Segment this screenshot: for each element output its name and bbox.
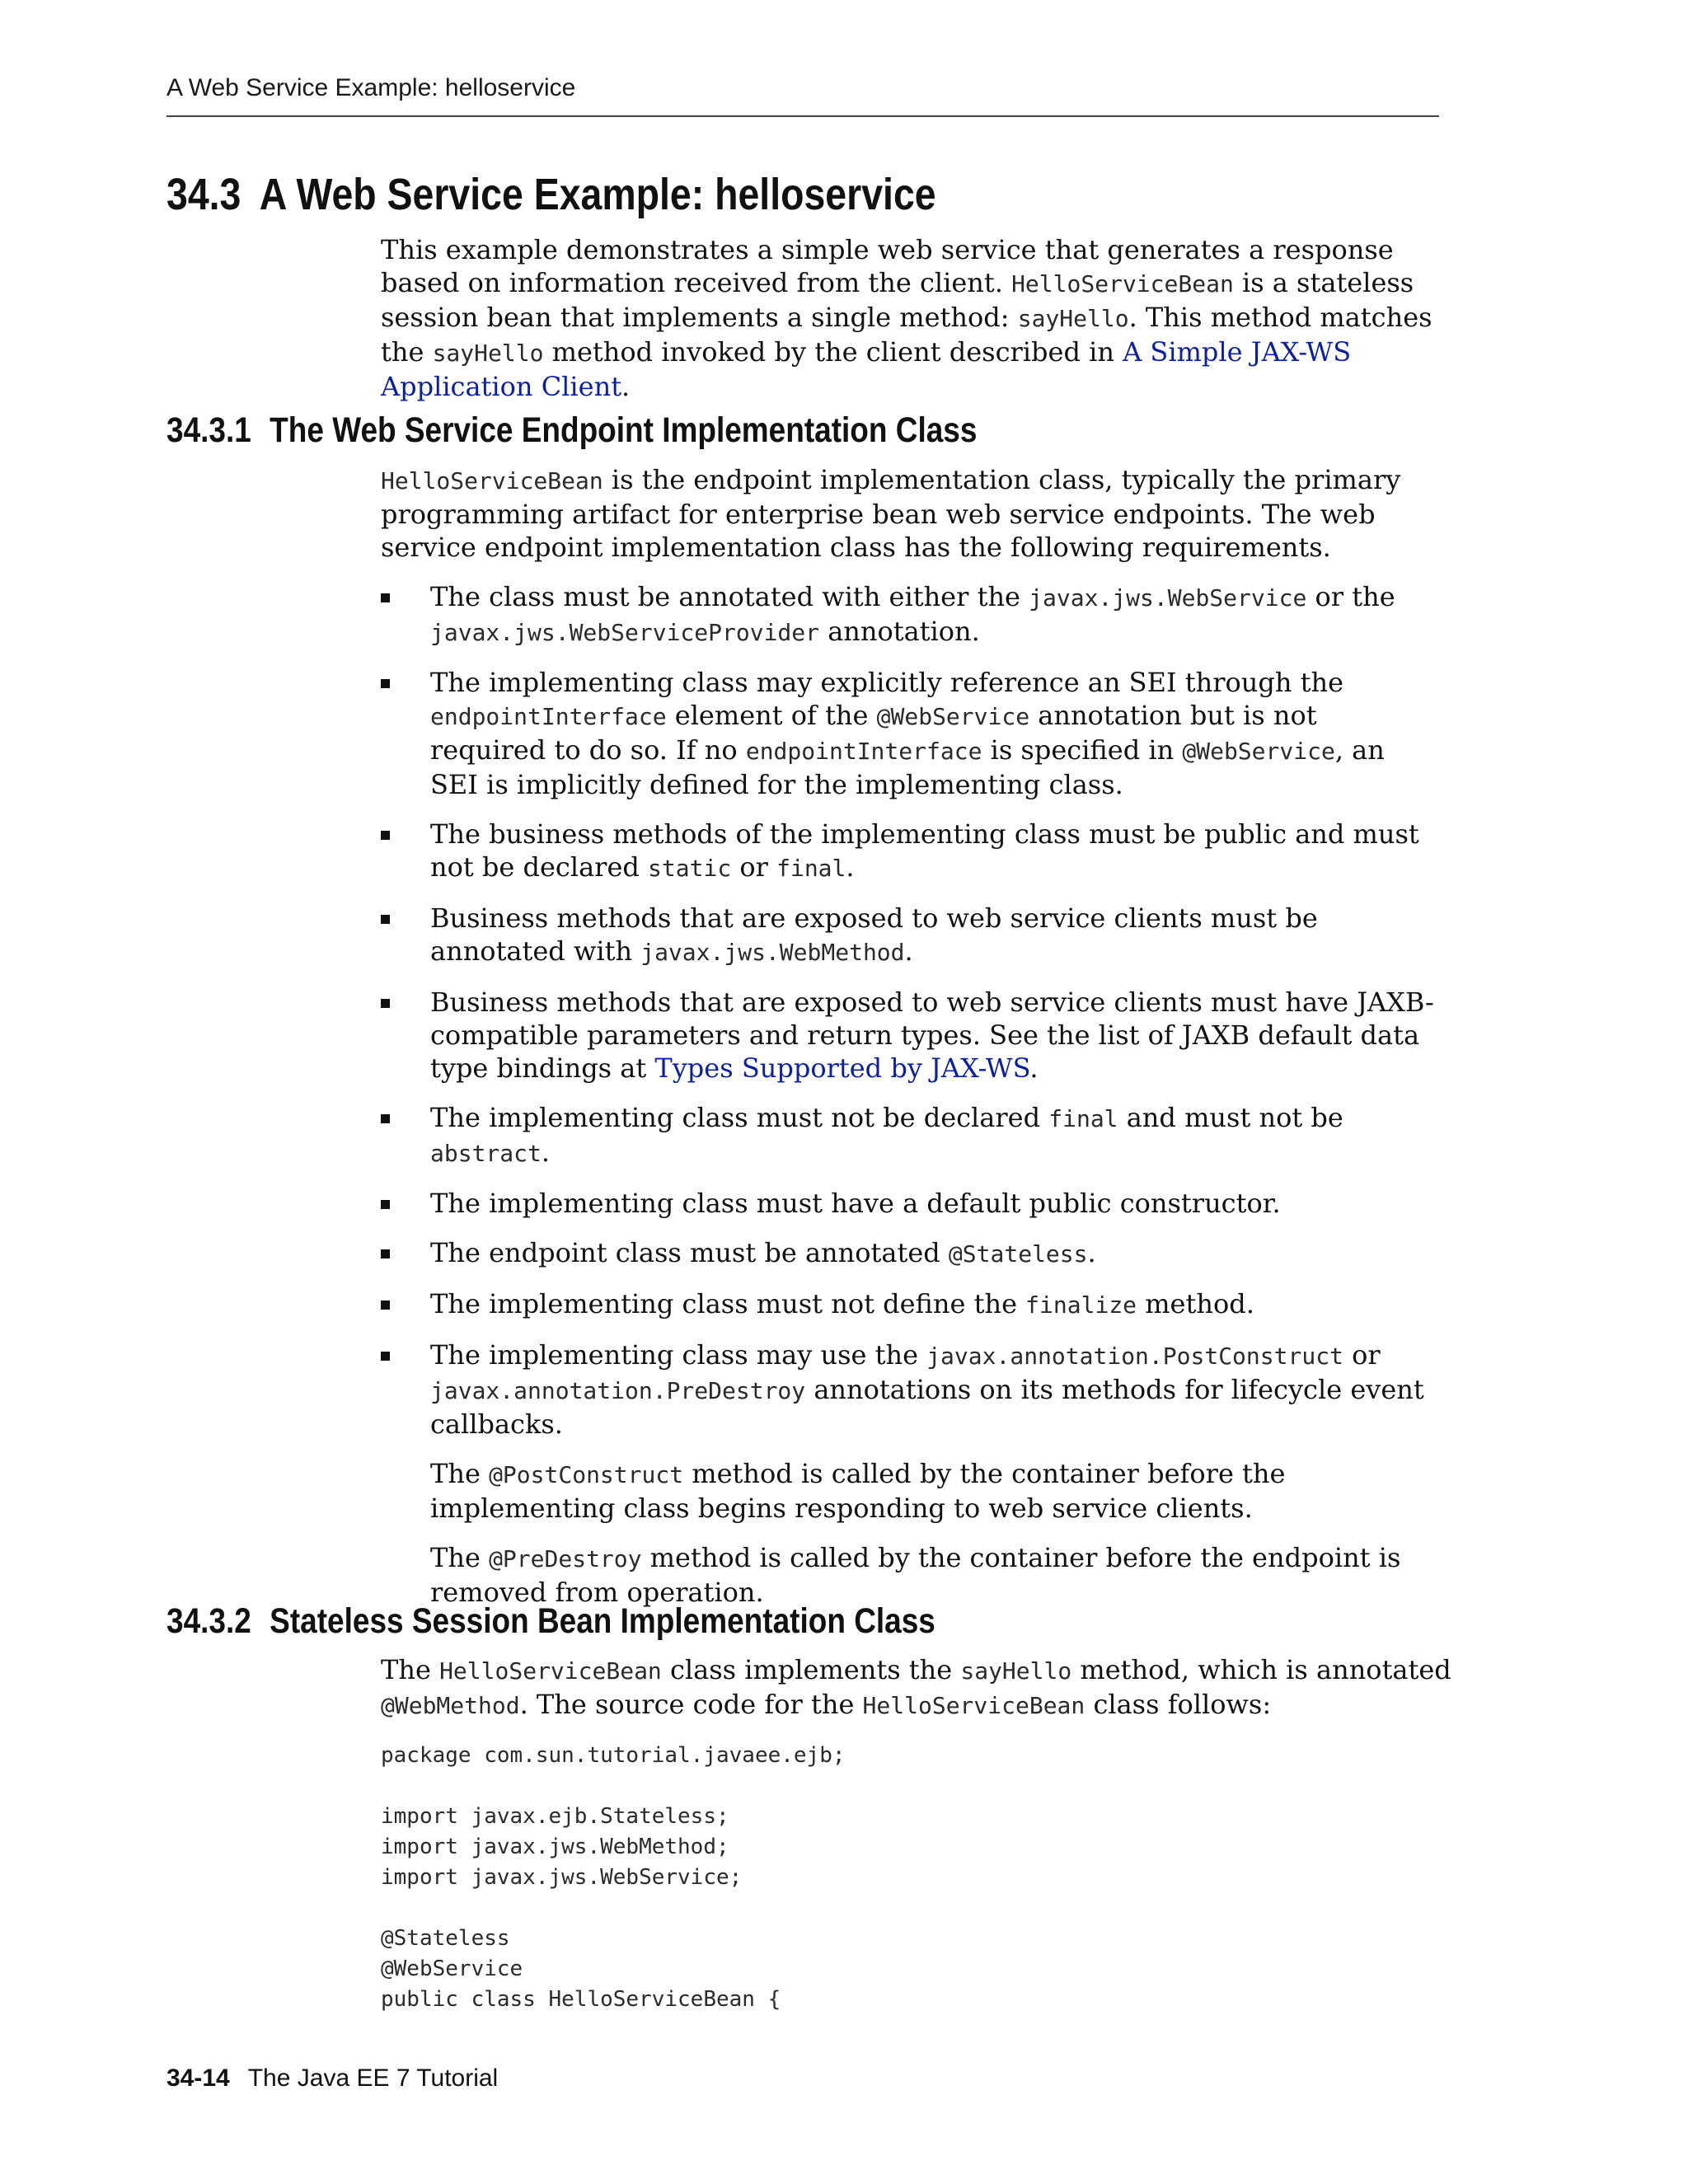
text-run: The bbox=[430, 1458, 490, 1489]
subsection-number: 34.3.2 bbox=[166, 1601, 251, 1641]
text-run: annotation. bbox=[819, 616, 980, 647]
text-run: The implementing class must not be declared bbox=[430, 1102, 1049, 1133]
code-term: sayHello bbox=[432, 340, 544, 367]
code-term: sayHello bbox=[960, 1657, 1072, 1685]
list-item-text bbox=[430, 1338, 1436, 1441]
text-run: The implementing class must not define the bbox=[430, 1288, 1026, 1319]
text-run: . bbox=[621, 371, 631, 402]
text-run: Business methods that are exposed to web service clients must have JAXB-compatible parameters and return types. See the list of JAXB default data type bindings at bbox=[430, 987, 1434, 1084]
code-term: abstract bbox=[430, 1140, 542, 1167]
code-term: static bbox=[648, 855, 732, 882]
section-heading bbox=[166, 169, 936, 220]
list-item bbox=[381, 818, 1436, 885]
text-run: and must not be bbox=[1118, 1102, 1343, 1133]
code-term: HelloServiceBean bbox=[439, 1657, 662, 1685]
code-term: @PostConstruct bbox=[489, 1461, 684, 1488]
code-term: javax.annotation.PreDestroy bbox=[430, 1377, 806, 1404]
code-term: javax.jws.WebService bbox=[1029, 584, 1307, 612]
list-item bbox=[381, 1236, 1436, 1271]
subsection-title: Stateless Session Bean Implementation Class bbox=[270, 1601, 935, 1641]
code-term: @WebService bbox=[1182, 738, 1335, 765]
text-run: element of the bbox=[666, 700, 877, 731]
text-run: or the bbox=[1306, 581, 1395, 612]
text-run: The implementing class may explicitly reference an SEI through the bbox=[430, 667, 1344, 698]
text-run: method. bbox=[1137, 1288, 1254, 1319]
list-item bbox=[381, 1101, 1436, 1170]
code-term: @WebMethod bbox=[381, 1692, 520, 1719]
code-term: HelloServiceBean bbox=[381, 467, 603, 494]
code-listing: package com.sun.tutorial.javaee.ejb; import javax.ejb.Stateless; import javax.jws.WebMethod; import javax.jws.WebService; @Stateless @WebService public class HelloServiceBean { bbox=[381, 1743, 846, 2012]
text-run: . bbox=[846, 851, 855, 883]
code-term: final bbox=[776, 855, 846, 882]
code-term: endpointInterface bbox=[430, 703, 667, 730]
section-title: A Web Service Example: helloservice bbox=[259, 170, 936, 219]
text-run: . bbox=[904, 935, 913, 967]
subsection-heading bbox=[166, 1601, 935, 1642]
subsection-number: 34.3.1 bbox=[166, 410, 251, 450]
text-run: . bbox=[1029, 1052, 1039, 1084]
list-item-subparagraph bbox=[430, 1457, 1436, 1525]
subsection-title: The Web Service Endpoint Implementation Class bbox=[270, 410, 978, 450]
header-rule bbox=[166, 115, 1439, 117]
text-run: method, which is annotated bbox=[1071, 1654, 1451, 1685]
jaxws-types-link[interactable]: Types Supported by JAX-WS bbox=[654, 1052, 1030, 1084]
list-item-subparagraph bbox=[430, 1541, 1436, 1609]
text-run: , an SEI is implicitly defined for the implementing class. bbox=[430, 734, 1385, 800]
text-run: is the endpoint implementation class, typically the primary programming artifact for enterprise bean web service endpoints. The web service endpoint implementation class has the following requirements. bbox=[381, 464, 1401, 563]
text-run: This example demonstrates a simple web service that generates a response based on information received from the client. bbox=[381, 234, 1394, 298]
text-run: . bbox=[541, 1137, 551, 1168]
text-run: class implements the bbox=[661, 1654, 961, 1685]
subsection-body bbox=[381, 463, 1452, 1625]
code-term: @WebService bbox=[876, 703, 1030, 730]
book-title: The Java EE 7 Tutorial bbox=[247, 2064, 499, 2092]
text-run: . bbox=[1087, 1237, 1096, 1268]
text-run: The implementing class must have a default public constructor. bbox=[430, 1188, 1281, 1219]
code-term: javax.jws.WebMethod bbox=[640, 939, 905, 966]
text-run: . This method matches the bbox=[381, 302, 1432, 368]
subsection-intro bbox=[381, 463, 1452, 564]
section-intro bbox=[381, 233, 1452, 403]
list-item bbox=[381, 1287, 1436, 1322]
code-term: javax.jws.WebServiceProvider bbox=[430, 619, 820, 646]
text-run: is specified in bbox=[982, 734, 1183, 766]
text-run: class follows: bbox=[1085, 1689, 1272, 1720]
text-run: The implementing class may use the bbox=[430, 1339, 927, 1371]
text-run: is a stateless session bean that implements a single method: bbox=[381, 267, 1414, 333]
text-run: The class must be annotated with either the bbox=[430, 581, 1029, 612]
list-item bbox=[381, 1187, 1436, 1220]
code-term: endpointInterface bbox=[745, 738, 982, 765]
text-run: or bbox=[1343, 1339, 1381, 1371]
code-term: HelloServiceBean bbox=[862, 1692, 1085, 1719]
text-run: or bbox=[731, 851, 777, 883]
text-run: The bbox=[430, 1542, 490, 1573]
list-item bbox=[381, 986, 1436, 1085]
page-number: 34-14 bbox=[166, 2064, 230, 2092]
code-term: finalize bbox=[1025, 1291, 1137, 1319]
text-run: annotation but is not required to do so. If no bbox=[430, 700, 1317, 766]
intro-paragraph bbox=[381, 233, 1452, 403]
text-run: method invoked by the client described in bbox=[543, 336, 1123, 368]
list-item bbox=[381, 580, 1436, 649]
subsection-heading bbox=[166, 410, 977, 451]
section-number: 34.3 bbox=[166, 170, 241, 219]
list-item bbox=[381, 1338, 1436, 1609]
subsection-intro bbox=[381, 1653, 1452, 1722]
code-term: HelloServiceBean bbox=[1011, 270, 1234, 298]
subsection-body bbox=[381, 1653, 1452, 2015]
code-term: sayHello bbox=[1017, 305, 1129, 332]
text-run: The business methods of the implementing class must be public and must not be declared bbox=[430, 818, 1419, 883]
text-run: annotations on its methods for lifecycle event callbacks. bbox=[430, 1374, 1424, 1440]
code-term: @Stateless bbox=[948, 1240, 1088, 1268]
list-item bbox=[381, 902, 1436, 969]
code-term: @PreDestroy bbox=[489, 1545, 642, 1572]
code-term: javax.annotation.PostConstruct bbox=[926, 1343, 1343, 1370]
page-footer bbox=[166, 2064, 498, 2093]
code-term: final bbox=[1048, 1105, 1118, 1132]
text-run: The bbox=[381, 1654, 440, 1685]
requirements-list bbox=[381, 580, 1436, 1609]
text-run: method is called by the container before the implementing class begins responding to web service clients. bbox=[430, 1458, 1286, 1524]
list-item bbox=[381, 666, 1436, 801]
text-run: The endpoint class must be annotated bbox=[430, 1237, 949, 1268]
jaxws-client-link[interactable]: A Simple JAX-WS Application Client bbox=[381, 336, 1352, 402]
running-header: A Web Service Example: helloservice bbox=[166, 74, 576, 101]
text-run: . The source code for the bbox=[519, 1689, 863, 1720]
text-run: Business methods that are exposed to web service clients must be annotated with bbox=[430, 902, 1318, 967]
text-run: method is called by the container before the endpoint is removed from operation. bbox=[430, 1542, 1401, 1608]
